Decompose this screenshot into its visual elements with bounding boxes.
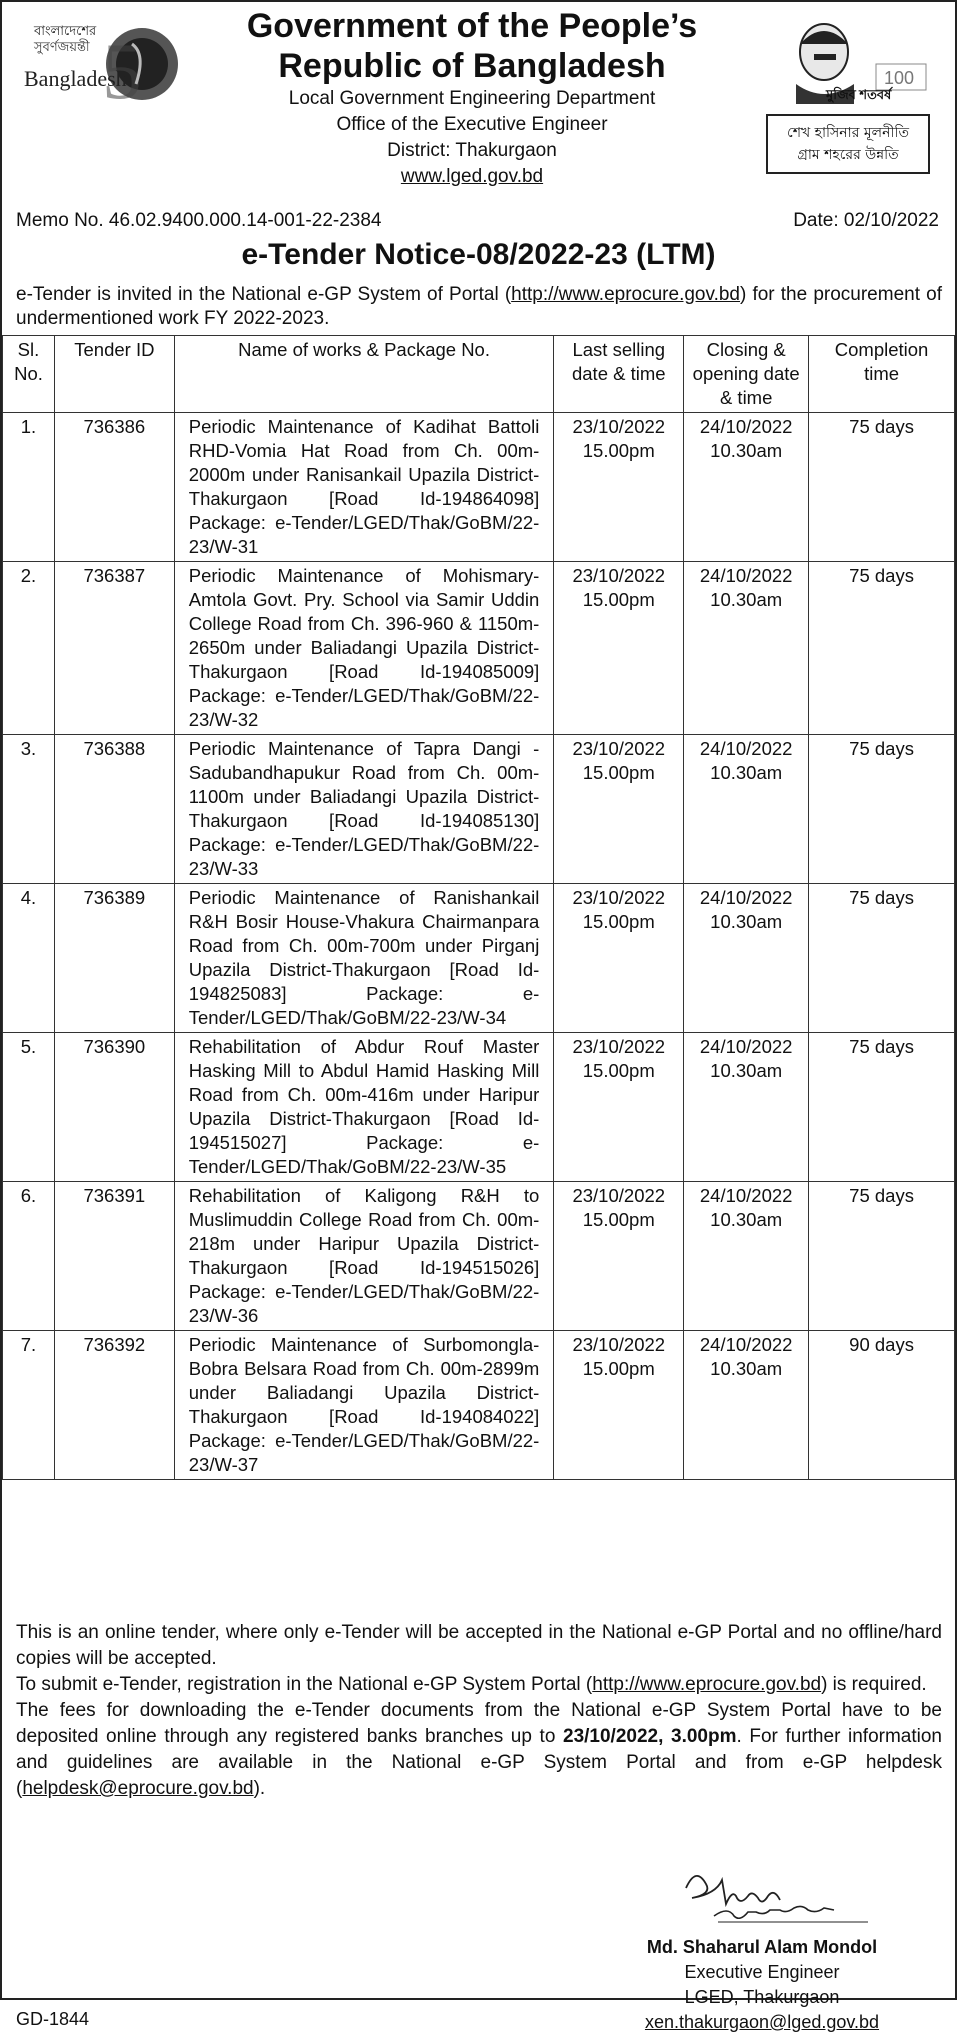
sell-time: 15.00pm	[582, 589, 655, 610]
cell-sl: 1.	[3, 413, 55, 562]
cell-work: Periodic Maintenance of Surbomongla-Bobra Belsara Road from Ch. 00m-2899m under Baliadangi Upazila District-Thakurgaon [Road Id-194084022] Package: e-Tender/LGED/Thak/GoBM/22-23/W-37	[174, 1331, 554, 1480]
footer-p3-end: ).	[253, 1778, 266, 1799]
close-time: 10.30am	[710, 440, 783, 461]
close-date: 24/10/2022	[699, 416, 793, 437]
cell-sl: 6.	[3, 1182, 55, 1331]
sell-time: 15.00pm	[582, 1060, 655, 1081]
sell-date: 23/10/2022	[572, 565, 666, 586]
memo-number: Memo No. 46.02.9400.000.14-001-22-2384	[16, 210, 382, 231]
motto-line1: শেখ হাসিনার মূলনীতি	[787, 125, 909, 141]
signer-email-link[interactable]: xen.thakurgaon@lged.gov.bd	[644, 2012, 880, 2032]
intro-text-before: e-Tender is invited in the National e-GP System of Portal (	[16, 284, 512, 305]
helpdesk-email-link[interactable]: helpdesk@eprocure.gov.bd	[22, 1778, 254, 1799]
cell-closing	[684, 1182, 809, 1331]
signer-name: Md. Shaharul Alam Mondol	[646, 1937, 878, 1957]
intro-text-after: ) for the procurement of undermentioned work FY 2022-2023.	[16, 284, 942, 329]
cell-closing	[684, 562, 809, 735]
handwritten-signature	[678, 1858, 898, 1928]
cell-completion: 75 days	[809, 1033, 955, 1182]
cell-closing	[684, 1033, 809, 1182]
cell-sl: 2.	[3, 562, 55, 735]
gd-number: GD-1844	[16, 2009, 90, 2029]
close-date: 24/10/2022	[699, 887, 793, 908]
sell-time: 15.00pm	[582, 1358, 655, 1379]
gov-title-line2: Republic of Bangladesh	[278, 47, 666, 85]
header-sl: Sl. No.	[3, 336, 55, 413]
svg-text:100: 100	[884, 68, 915, 88]
close-date: 24/10/2022	[699, 1185, 793, 1206]
notice-title: e-Tender Notice-08/2022-23 (LTM)	[241, 238, 716, 271]
cell-work: Periodic Maintenance of Mohismary-Amtola Govt. Pry. School via Samir Uddin College Road from Ch. 396-960 & 1150m-2650m under Baliadangi Upazila District-Thakurgaon [Road Id-194085009] Package: e-Tender/LGED/Thak/GoBM/22-23/W-32	[174, 562, 554, 735]
cell-last-selling	[554, 1331, 684, 1480]
logo-bangla-line2: সুবর্ণজয়ন্তী	[34, 40, 90, 55]
cell-sl: 7.	[3, 1331, 55, 1480]
cell-closing	[684, 413, 809, 562]
motto-line2: গ্রাম শহরের উন্নতি	[797, 147, 899, 163]
header-last-selling: Last selling date & time	[554, 336, 684, 413]
close-time: 10.30am	[710, 1060, 783, 1081]
cell-last-selling	[554, 562, 684, 735]
sell-date: 23/10/2022	[572, 1185, 666, 1206]
cell-closing	[684, 884, 809, 1033]
cell-closing	[684, 735, 809, 884]
cell-tender-id: 736392	[54, 1331, 174, 1480]
tender-table	[2, 335, 955, 1480]
close-date: 24/10/2022	[699, 1334, 793, 1355]
motto-box	[766, 114, 930, 174]
cell-last-selling	[554, 735, 684, 884]
close-time: 10.30am	[710, 762, 783, 783]
cell-last-selling	[554, 884, 684, 1033]
footer-p3-after: . For further information and guidelines are available in the National e-GP System Portal and from e-GP helpdesk (	[16, 1726, 942, 1799]
cell-completion: 75 days	[809, 1182, 955, 1331]
footer-paragraph-2	[16, 1672, 942, 1698]
table-row	[3, 1182, 955, 1331]
golden-jubilee-logo	[14, 14, 199, 114]
close-time: 10.30am	[710, 1358, 783, 1379]
table-row	[3, 884, 955, 1033]
mujib-centenary-logo	[756, 14, 941, 179]
sell-date: 23/10/2022	[572, 1036, 666, 1057]
cell-tender-id: 736388	[54, 735, 174, 884]
gov-title-line1: Government of the People’s	[246, 7, 698, 45]
close-date: 24/10/2022	[699, 565, 793, 586]
cell-tender-id: 736386	[54, 413, 174, 562]
close-date: 24/10/2022	[699, 738, 793, 759]
sell-time: 15.00pm	[582, 1209, 655, 1230]
footer-p2-before: To submit e-Tender, registration in the National e-GP System Portal (	[16, 1674, 593, 1695]
sell-time: 15.00pm	[582, 762, 655, 783]
mujib-caption: মুজিব শতবর্ষ	[826, 87, 892, 102]
office-header	[202, 6, 742, 190]
cell-tender-id: 736387	[54, 562, 174, 735]
cell-tender-id: 736390	[54, 1033, 174, 1182]
table-row	[3, 562, 955, 735]
table-row	[3, 413, 955, 562]
deadline-bold: 23/10/2022, 3.00pm	[563, 1726, 737, 1747]
close-time: 10.30am	[710, 1209, 783, 1230]
eprocure-link-footer[interactable]: http://www.eprocure.gov.bd	[592, 1674, 822, 1695]
close-date: 24/10/2022	[699, 1036, 793, 1057]
cell-work: Periodic Maintenance of Tapra Dangi - Sadubandhapukur Road from Ch. 00m-1100m under Baliadangi Upazila District-Thakurgaon [Road Id-194085130] Package: e-Tender/LGED/Thak/GoBM/22-23/W-33	[174, 735, 554, 884]
header-tender-id: Tender ID	[54, 336, 174, 413]
website-link[interactable]: www.lged.gov.bd	[400, 166, 544, 187]
close-time: 10.30am	[710, 911, 783, 932]
cell-completion: 75 days	[809, 735, 955, 884]
cell-work: Periodic Maintenance of Ranishankail R&H Bosir House-Vhakura Chairmanpara Road from Ch. 00m-700m under Pirganj Upazila District-Thakurgaon [Road Id-194825083] Package: e-Tender/LGED/Thak/GoBM/22-23/W-34	[174, 884, 554, 1033]
cell-sl: 4.	[3, 884, 55, 1033]
footer-paragraph-3	[16, 1698, 942, 1802]
table-row	[3, 735, 955, 884]
cell-work: Rehabilitation of Abdur Rouf Master Hasking Mill to Abdul Hamid Hasking Mill Road from Ch. 00m-416m under Haripur Upazila District-Thakurgaon [Road Id-194515027] Package: e-Tender/LGED/Thak/GoBM/22-23/W-35	[174, 1033, 554, 1182]
cell-last-selling	[554, 1033, 684, 1182]
cell-sl: 3.	[3, 735, 55, 884]
cell-work: Periodic Maintenance of Kadihat Battoli RHD-Vomia Hat Road from Ch. 00m-2000m under Ranisankail Upazila District-Thakurgaon [Road Id-194864098] Package: e-Tender/LGED/Thak/GoBM/22-23/W-31	[174, 413, 554, 562]
svg-text:5: 5	[102, 28, 142, 114]
header-work-name: Name of works & Package No.	[174, 336, 554, 413]
cell-tender-id: 736391	[54, 1182, 174, 1331]
cell-completion: 75 days	[809, 562, 955, 735]
table-row	[3, 1331, 955, 1480]
cell-completion: 90 days	[809, 1331, 955, 1480]
signer-block	[602, 1935, 922, 2035]
cell-tender-id: 736389	[54, 884, 174, 1033]
sell-date: 23/10/2022	[572, 887, 666, 908]
table-header-row	[3, 336, 955, 413]
department-name: Local Government Engineering Department	[288, 88, 656, 109]
sell-time: 15.00pm	[582, 440, 655, 461]
signer-org: LGED, Thakurgaon	[684, 1987, 840, 2007]
office-name: Office of the Executive Engineer	[336, 114, 608, 135]
intro-paragraph	[16, 283, 942, 331]
cell-work: Rehabilitation of Kaligong R&H to Muslimuddin College Road from Ch. 00m-218m under Haripur Upazila District-Thakurgaon [Road Id-194515026] Package: e-Tender/LGED/Thak/GoBM/22-23/W-36	[174, 1182, 554, 1331]
cell-sl: 5.	[3, 1033, 55, 1182]
logo-bangladesh-text: Bangladesh	[24, 66, 127, 91]
district-name: District: Thakurgaon	[387, 140, 557, 161]
footer-p2-after: ) is required.	[821, 1674, 927, 1695]
notice-date: Date: 02/10/2022	[793, 210, 939, 231]
sell-time: 15.00pm	[582, 911, 655, 932]
cell-completion: 75 days	[809, 884, 955, 1033]
cell-last-selling	[554, 1182, 684, 1331]
sell-date: 23/10/2022	[572, 416, 666, 437]
footer-notes	[16, 1620, 942, 1802]
logo-bangla-line1: বাংলাদেশের	[34, 24, 97, 39]
sell-date: 23/10/2022	[572, 1334, 666, 1355]
cell-closing	[684, 1331, 809, 1480]
footer-p3-before: The fees for downloading the e-Tender documents from the National e-GP System Portal have to be deposited online through any registered banks branches up to	[16, 1700, 942, 1747]
footer-paragraph-1: This is an online tender, where only e-Tender will be accepted in the National e-GP Portal and no offline/hard copies will be accepted.	[16, 1622, 942, 1669]
header-closing: Closing & opening date & time	[684, 336, 809, 413]
cell-last-selling	[554, 413, 684, 562]
eprocure-link[interactable]: http://www.eprocure.gov.bd	[511, 284, 740, 305]
header-completion: Completion time	[809, 336, 955, 413]
signer-title: Executive Engineer	[684, 1962, 840, 1982]
table-row	[3, 1033, 955, 1182]
close-time: 10.30am	[710, 589, 783, 610]
sell-date: 23/10/2022	[572, 738, 666, 759]
cell-completion: 75 days	[809, 413, 955, 562]
